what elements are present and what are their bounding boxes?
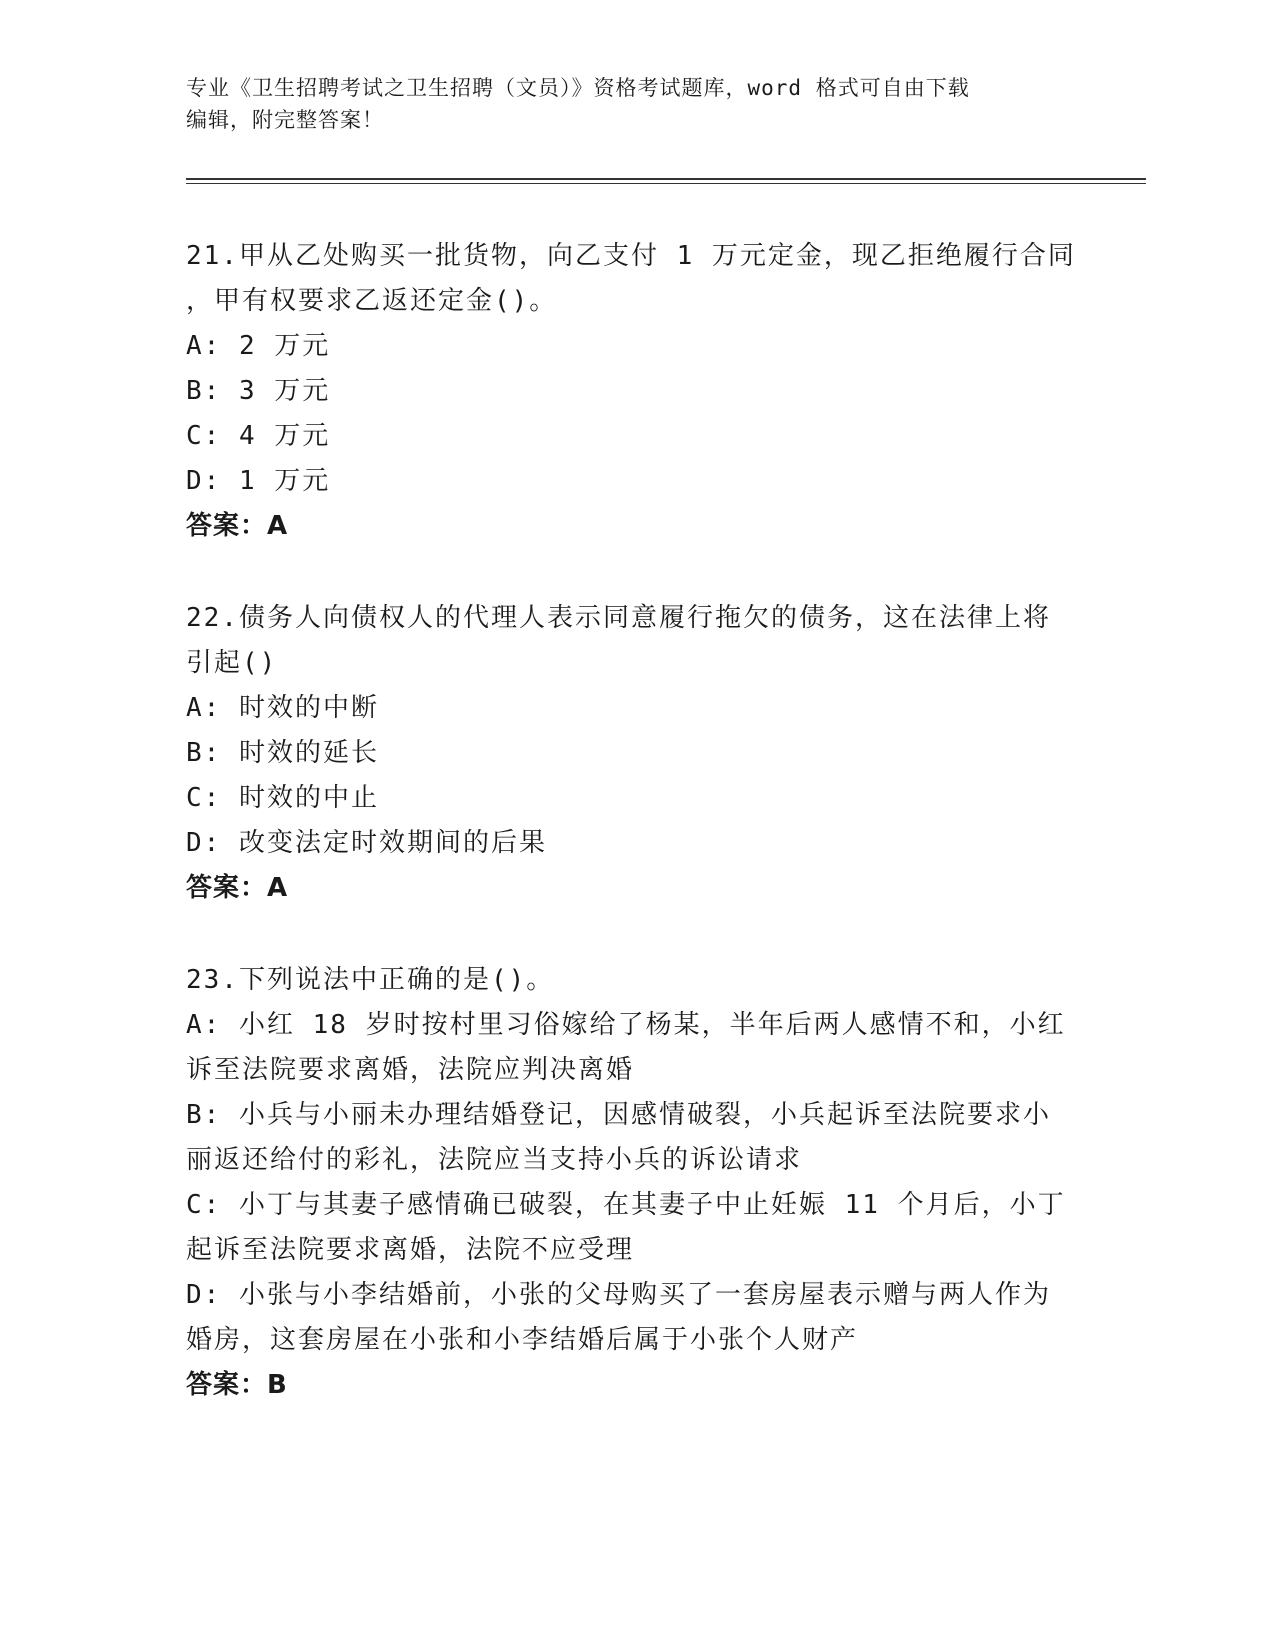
option-line: D: 改变法定时效期间的后果 xyxy=(186,828,547,858)
document-header xyxy=(186,72,1066,136)
stem-line: 23.下列说法中正确的是()。 xyxy=(186,965,555,995)
option-d xyxy=(186,821,1066,866)
answer-label: 答案：B xyxy=(186,1370,288,1400)
option-line: C: 4 万元 xyxy=(186,421,331,451)
question-stem xyxy=(186,958,1066,1003)
header-divider-thin xyxy=(186,183,1146,184)
option-line: D: 1 万元 xyxy=(186,466,331,496)
answer-label: 答案：A xyxy=(186,873,289,903)
option-line: A: 2 万元 xyxy=(186,331,331,361)
option-d xyxy=(186,1273,1066,1363)
question-stem xyxy=(186,234,1076,324)
answer-label: 答案：A xyxy=(186,511,289,541)
option-c xyxy=(186,1183,1066,1273)
option-line: 婚房，这套房屋在小张和小李结婚后属于小张个人财产 xyxy=(186,1325,859,1355)
stem-line: 引起() xyxy=(186,648,278,678)
option-a xyxy=(186,1003,1066,1093)
option-line: A: 小红 18 岁时按村里习俗嫁给了杨某，半年后两人感情不和，小红 xyxy=(186,1010,1066,1040)
option-c xyxy=(186,776,1066,821)
option-line: C: 时效的中止 xyxy=(186,783,379,813)
option-a xyxy=(186,686,1066,731)
header-divider-thick xyxy=(186,178,1146,180)
option-line: B: 小兵与小丽未办理结婚登记，因感情破裂，小兵起诉至法院要求小 xyxy=(186,1100,1051,1130)
option-line: D: 小张与小李结婚前，小张的父母购买了一套房屋表示赠与两人作为 xyxy=(186,1280,1051,1310)
stem-line: 21.甲从乙处购买一批货物，向乙支付 1 万元定金，现乙拒绝履行合同 xyxy=(186,241,1076,271)
question-21 xyxy=(186,234,1076,549)
question-22 xyxy=(186,596,1066,911)
option-b xyxy=(186,369,1066,414)
option-d xyxy=(186,459,1066,504)
question-stem xyxy=(186,596,1066,686)
option-line: C: 小丁与其妻子感情确已破裂，在其妻子中止妊娠 11 个月后，小丁 xyxy=(186,1190,1066,1220)
option-line: 丽返还给付的彩礼，法院应当支持小兵的诉讼请求 xyxy=(186,1145,803,1175)
stem-line: ，甲有权要求乙返还定金()。 xyxy=(186,286,558,316)
option-line: 起诉至法院要求离婚，法院不应受理 xyxy=(186,1235,635,1265)
stem-line: 22.债务人向债权人的代理人表示同意履行拖欠的债务，这在法律上将 xyxy=(186,603,1051,633)
option-line: B: 时效的延长 xyxy=(186,738,379,768)
option-c xyxy=(186,414,1066,459)
header-line: 编辑，附完整答案！ xyxy=(186,108,384,132)
option-line: 诉至法院要求离婚，法院应判决离婚 xyxy=(186,1055,635,1085)
option-line: B: 3 万元 xyxy=(186,376,331,406)
option-line: A: 时效的中断 xyxy=(186,693,379,723)
option-a xyxy=(186,324,1066,369)
header-line: 专业《卫生招聘考试之卫生招聘（文员）》资格考试题库，word 格式可自由下载 xyxy=(186,76,970,100)
question-23 xyxy=(186,958,1066,1408)
option-b xyxy=(186,731,1066,776)
option-b xyxy=(186,1093,1066,1183)
